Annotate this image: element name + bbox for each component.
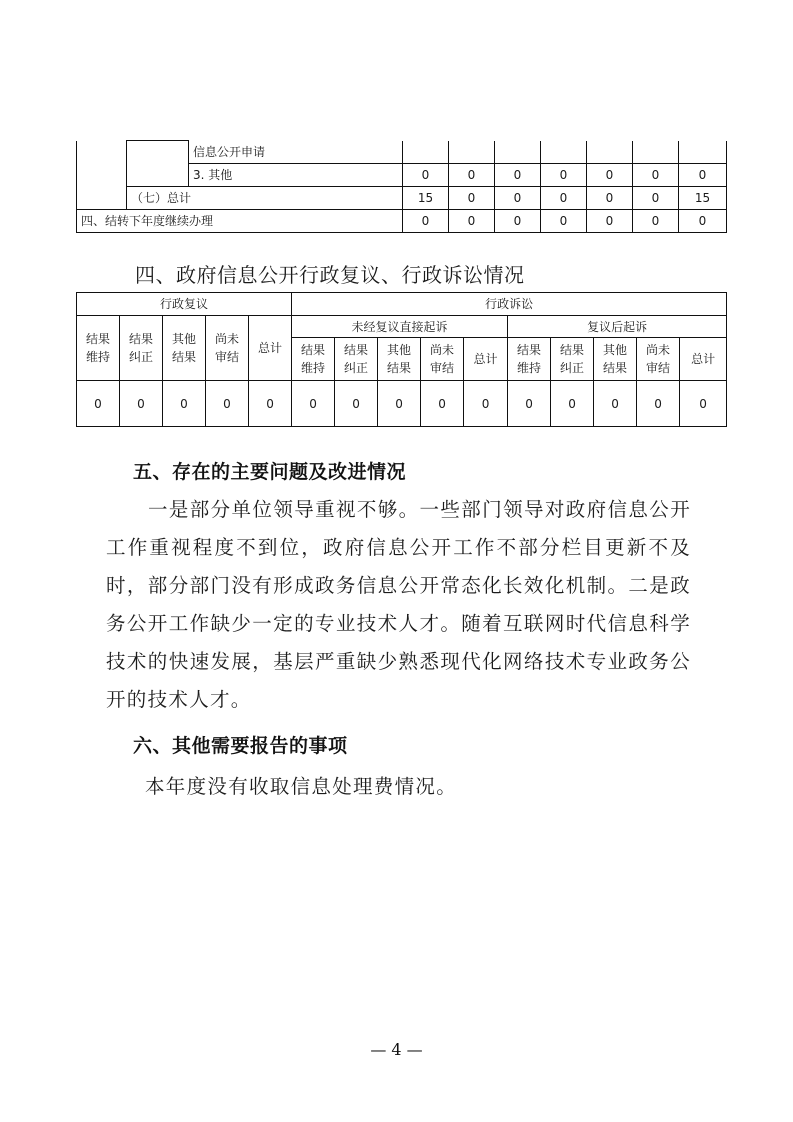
cell: 0 bbox=[335, 381, 378, 427]
cell: 0 bbox=[633, 186, 679, 209]
cell: 0 bbox=[551, 381, 594, 427]
blank-cell bbox=[77, 141, 127, 210]
cell: 0 bbox=[495, 163, 541, 186]
group-header-review: 行政复议 bbox=[77, 293, 292, 316]
cell: 0 bbox=[464, 381, 508, 427]
blank-cell bbox=[127, 141, 189, 187]
cell bbox=[495, 141, 541, 164]
row-label: 3. 其他 bbox=[189, 163, 403, 186]
cell: 0 bbox=[421, 381, 464, 427]
cell: 0 bbox=[637, 381, 680, 427]
cell: 0 bbox=[633, 209, 679, 232]
cell: 0 bbox=[403, 163, 449, 186]
col-header: 结果 纠正 bbox=[335, 338, 378, 381]
cell: 0 bbox=[403, 209, 449, 232]
cell: 0 bbox=[449, 186, 495, 209]
col-header: 尚未 审结 bbox=[421, 338, 464, 381]
col-header: 尚未 审结 bbox=[206, 316, 249, 381]
table-row bbox=[77, 316, 727, 338]
page-number: — 4 — bbox=[370, 1040, 423, 1059]
cell: 0 bbox=[587, 163, 633, 186]
cell: 0 bbox=[587, 209, 633, 232]
col-header: 总计 bbox=[464, 338, 508, 381]
table-row bbox=[77, 381, 727, 427]
cell: 0 bbox=[541, 209, 587, 232]
col-header: 结果 维持 bbox=[508, 338, 551, 381]
row-label: 四、结转下年度继续办理 bbox=[77, 209, 403, 232]
cell: 0 bbox=[594, 381, 637, 427]
col-header: 结果 维持 bbox=[77, 316, 120, 381]
col-header: 结果 纠正 bbox=[551, 338, 594, 381]
cell: 0 bbox=[163, 381, 206, 427]
cell bbox=[403, 141, 449, 164]
cell: 0 bbox=[449, 209, 495, 232]
section-4-heading: 四、政府信息公开行政复议、行政诉讼情况 bbox=[135, 263, 525, 287]
cell: 0 bbox=[378, 381, 421, 427]
table-row bbox=[77, 209, 727, 232]
review-litigation-table bbox=[76, 292, 727, 427]
cell: 15 bbox=[679, 186, 727, 209]
cell: 0 bbox=[495, 209, 541, 232]
cell: 0 bbox=[679, 163, 727, 186]
cell bbox=[679, 141, 727, 164]
table-row bbox=[77, 293, 727, 316]
cell: 0 bbox=[508, 381, 551, 427]
cell bbox=[449, 141, 495, 164]
table-row bbox=[77, 141, 727, 164]
cell: 0 bbox=[449, 163, 495, 186]
section-5-paragraph: 一是部分单位领导重视不够。一些部门领导对政府信息公开工作重视程度不到位，政府信息公开工作不部分栏目更新不及时，部分部门没有形成政务信息公开常态化长效化机制。二是政务公开工作缺少一定的专业技术人才。随着互联网时代信息科学技术的快速发展，基层严重缺少熟悉现代化网络技术专业政务公开的技术人才。 bbox=[106, 498, 691, 711]
cell: 0 bbox=[120, 381, 163, 427]
section-6-paragraph: 本年度没有收取信息处理费情况。 bbox=[145, 775, 458, 798]
cell: 0 bbox=[541, 163, 587, 186]
col-header: 总计 bbox=[680, 338, 727, 381]
col-header: 结果 纠正 bbox=[120, 316, 163, 381]
cell: 0 bbox=[541, 186, 587, 209]
cell: 0 bbox=[633, 163, 679, 186]
cell: 15 bbox=[403, 186, 449, 209]
cell: 0 bbox=[249, 381, 292, 427]
cell: 0 bbox=[495, 186, 541, 209]
cell: 0 bbox=[206, 381, 249, 427]
subgroup-header-after: 复议后起诉 bbox=[508, 316, 727, 338]
col-header: 尚未 审结 bbox=[637, 338, 680, 381]
group-header-litigation: 行政诉讼 bbox=[292, 293, 727, 316]
section-5-heading: 五、存在的主要问题及改进情况 bbox=[133, 461, 407, 483]
subgroup-header-direct: 未经复议直接起诉 bbox=[292, 316, 508, 338]
section-6-heading: 六、其他需要报告的事项 bbox=[133, 735, 348, 757]
col-header: 总计 bbox=[249, 316, 292, 381]
cell: 0 bbox=[680, 381, 727, 427]
row-label: 信息公开申请 bbox=[189, 141, 403, 164]
table-row bbox=[77, 186, 727, 209]
application-stats-table bbox=[76, 140, 727, 233]
col-header: 其他 结果 bbox=[594, 338, 637, 381]
row-label: （七）总计 bbox=[127, 186, 403, 209]
cell: 0 bbox=[292, 381, 335, 427]
cell: 0 bbox=[679, 209, 727, 232]
cell bbox=[587, 141, 633, 164]
col-header: 其他 结果 bbox=[163, 316, 206, 381]
cell bbox=[633, 141, 679, 164]
col-header: 其他 结果 bbox=[378, 338, 421, 381]
col-header: 结果 维持 bbox=[292, 338, 335, 381]
cell: 0 bbox=[587, 186, 633, 209]
cell: 0 bbox=[77, 381, 120, 427]
cell bbox=[541, 141, 587, 164]
